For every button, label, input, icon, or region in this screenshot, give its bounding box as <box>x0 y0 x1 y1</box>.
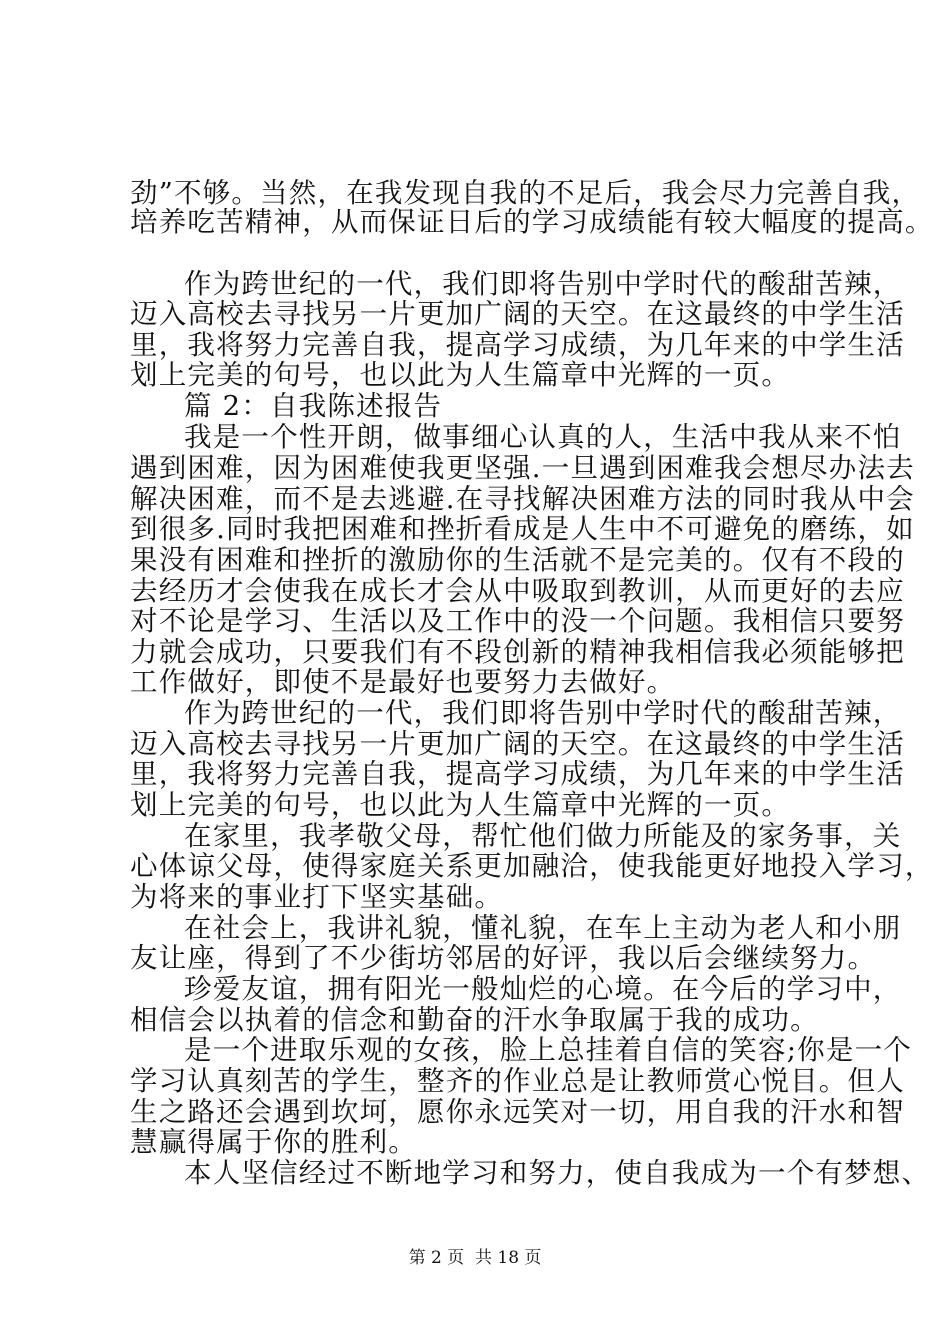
text-line: 我是一个性开朗，做事细心认真的人，生活中我从来不怕 <box>184 421 902 453</box>
text-line: 慧赢得属于你的胜利。 <box>130 1126 417 1158</box>
text-line: 在家里，我孝敬父母，帮忙他们做力所能及的家务事，关 <box>184 820 902 852</box>
text-line: 作为跨世纪的一代，我们即将告别中学时代的酸甜苦辣， <box>184 697 902 729</box>
text-line: 里，我将努力完善自我，提高学习成绩，为几年来的中学生活 <box>130 758 905 790</box>
text-line: 相信会以执着的信念和勤奋的汗水争取属于我的成功。 <box>130 1004 819 1036</box>
text-line: 解决困难，而不是去逃避.在寻找解决困难方法的同时我从中会 <box>130 483 915 515</box>
text-line: 在社会上，我讲礼貌，懂礼貌，在车上主动为老人和小朋 <box>184 912 902 944</box>
text-line: 珍爱友谊，拥有阳光一般灿烂的心境。在今后的学习中， <box>184 973 902 1005</box>
text-line: 到很多.同时我把困难和挫折看成是人生中不可避免的磨练，如 <box>130 513 915 545</box>
text-line: 是一个进取乐观的女孩，脸上总挂着自信的笑容;你是一个 <box>184 1034 912 1066</box>
text-line: 心体谅父母，使得家庭关系更加融洽，使我能更好地投入学习， <box>130 850 934 882</box>
text-line: 果没有困难和挫折的激励你的生活就不是完美的。仅有不段的 <box>130 544 905 576</box>
text-line: 迈入高校去寻找另一片更加广阔的天空。在这最终的中学生活 <box>130 298 905 330</box>
text-line: 友让座，得到了不少街坊邻居的好评，我以后会继续努力。 <box>130 942 877 974</box>
text-line: 遇到困难，因为困难使我更坚强.一旦遇到困难我会想尽办法去 <box>130 452 915 484</box>
section-heading: 篇 2：自我陈述报告 <box>184 390 443 422</box>
text-line: 里，我将努力完善自我，提高学习成绩，为几年来的中学生活 <box>130 329 905 361</box>
text-line: 划上完美的句号，也以此为人生篇章中光辉的一页。 <box>130 359 791 391</box>
text-line: 培养吃苦精神，从而保证日后的学习成绩能有较大幅度的提高。 <box>130 206 934 238</box>
page-footer: 第 2 页 共 18 页 <box>408 1248 542 1268</box>
text-line: 去经历才会使我在成长才会从中吸取到教训，从而更好的去应 <box>130 575 905 607</box>
text-line: 作为跨世纪的一代，我们即将告别中学时代的酸甜苦辣， <box>184 268 902 300</box>
text-line: 劲”不够。当然，在我发现自我的不足后，我会尽力完善自我， <box>130 177 921 209</box>
text-line: 迈入高校去寻找另一片更加广阔的天空。在这最终的中学生活 <box>130 728 905 760</box>
text-line: 生之路还会遇到坎坷，愿你永远笑对一切，用自我的汗水和智 <box>130 1096 905 1128</box>
text-line: 力就会成功，只要我们有不段创新的精神我相信我必须能够把 <box>130 636 905 668</box>
text-line: 学习认真刻苦的学生，整齐的作业总是让教师赏心悦目。但人 <box>130 1065 905 1097</box>
text-line: 对不论是学习、生活以及工作中的没一个问题。我相信只要努 <box>130 605 905 637</box>
text-line: 本人坚信经过不断地学习和努力，使自我成为一个有梦想、 <box>184 1157 931 1189</box>
text-line: 为将来的事业打下坚实基础。 <box>130 881 504 913</box>
text-line: 工作做好，即使不是最好也要努力去做好。 <box>130 666 676 698</box>
text-line: 划上完美的句号，也以此为人生篇章中光辉的一页。 <box>130 789 791 821</box>
